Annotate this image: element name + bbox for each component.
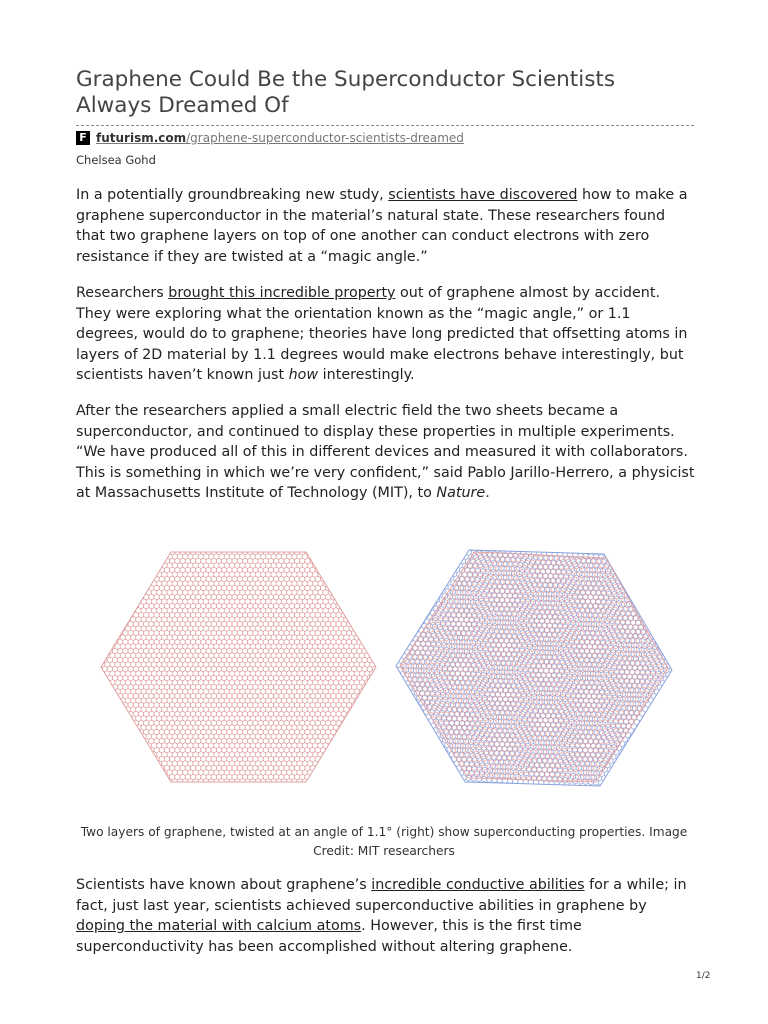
futurism-logo-icon: F (76, 131, 90, 145)
paragraph-text: After the researchers applied a small electric field the two sheets became a superconductor, and continued to display these properties in multiple experiments. “We have produced all of this in different devices and measured it with collaborators. This is something in which we’re very confident,” said Pablo Jarillo-Herrero, a physicist at Massachusetts Institute of Technology (MIT), to (76, 403, 695, 501)
link-scientists-have-discovered[interactable]: scientists have discovered (388, 187, 578, 203)
graphene-twisted-bilayer (396, 550, 672, 786)
paragraph-text: how to make a graphene superconductor in the material’s natural state. These researchers found that two graphene layers on top of one another can conduct electrons with zero resistance if they are twisted at a “magic angle.” (76, 187, 688, 265)
paragraph-3 (76, 401, 696, 504)
source-link[interactable] (96, 131, 464, 145)
paragraph-4 (76, 875, 696, 957)
paragraph-text: for a while; in fact, just last year, scientists achieved superconductive abilities in graphene by (76, 877, 687, 914)
article-title: Graphene Could Be the Superconductor Scientists Always Dreamed Of (76, 67, 616, 118)
emphasis-text: how (288, 367, 319, 383)
source-domain: futurism.com (96, 131, 187, 145)
paragraph-text: interestingly. (318, 367, 415, 383)
graphene-figure (76, 540, 696, 810)
title-divider (76, 125, 694, 126)
figure-caption: Two layers of graphene, twisted at an angle of 1.1° (right) show superconducting properties. Image Credit: MIT researchers (80, 825, 688, 858)
paragraph-text: Scientists have known about graphene’s (76, 877, 372, 893)
paragraph-text: out of graphene almost by accident. They were exploring what the orientation known as the “magic angle,” or 1.1 degrees, would do to graphene; theories have long predicted that offsetting atoms in layers of 2D material by 1.1 degrees would make electrons behave interestingly, but scientists haven’t known just (76, 285, 688, 383)
paragraph-2 (76, 283, 696, 386)
paragraph-text: . However, this is the first time superconductivity has been accomplished without altering graphene. (76, 918, 582, 955)
source-path: /graphene-superconductor-scientists-dreamed (186, 131, 464, 145)
emphasis-text: Nature (436, 485, 486, 501)
paragraph-1 (76, 185, 696, 267)
link-incredible-conductive-abilities[interactable]: incredible conductive abilities (371, 877, 585, 893)
page-number: 1/2 (696, 971, 711, 981)
paragraph-text: Researchers (76, 285, 169, 301)
paragraph-text: In a potentially groundbreaking new study, (76, 187, 389, 203)
link-brought-this-incredible-property[interactable]: brought this incredible property (168, 285, 396, 301)
link-doping-calcium[interactable]: doping the material with calcium atoms (76, 918, 362, 934)
author-name: Chelsea Gohd (76, 153, 156, 167)
paragraph-text: . (485, 485, 490, 501)
graphene-single-layer (101, 552, 376, 782)
source-line (76, 130, 464, 146)
